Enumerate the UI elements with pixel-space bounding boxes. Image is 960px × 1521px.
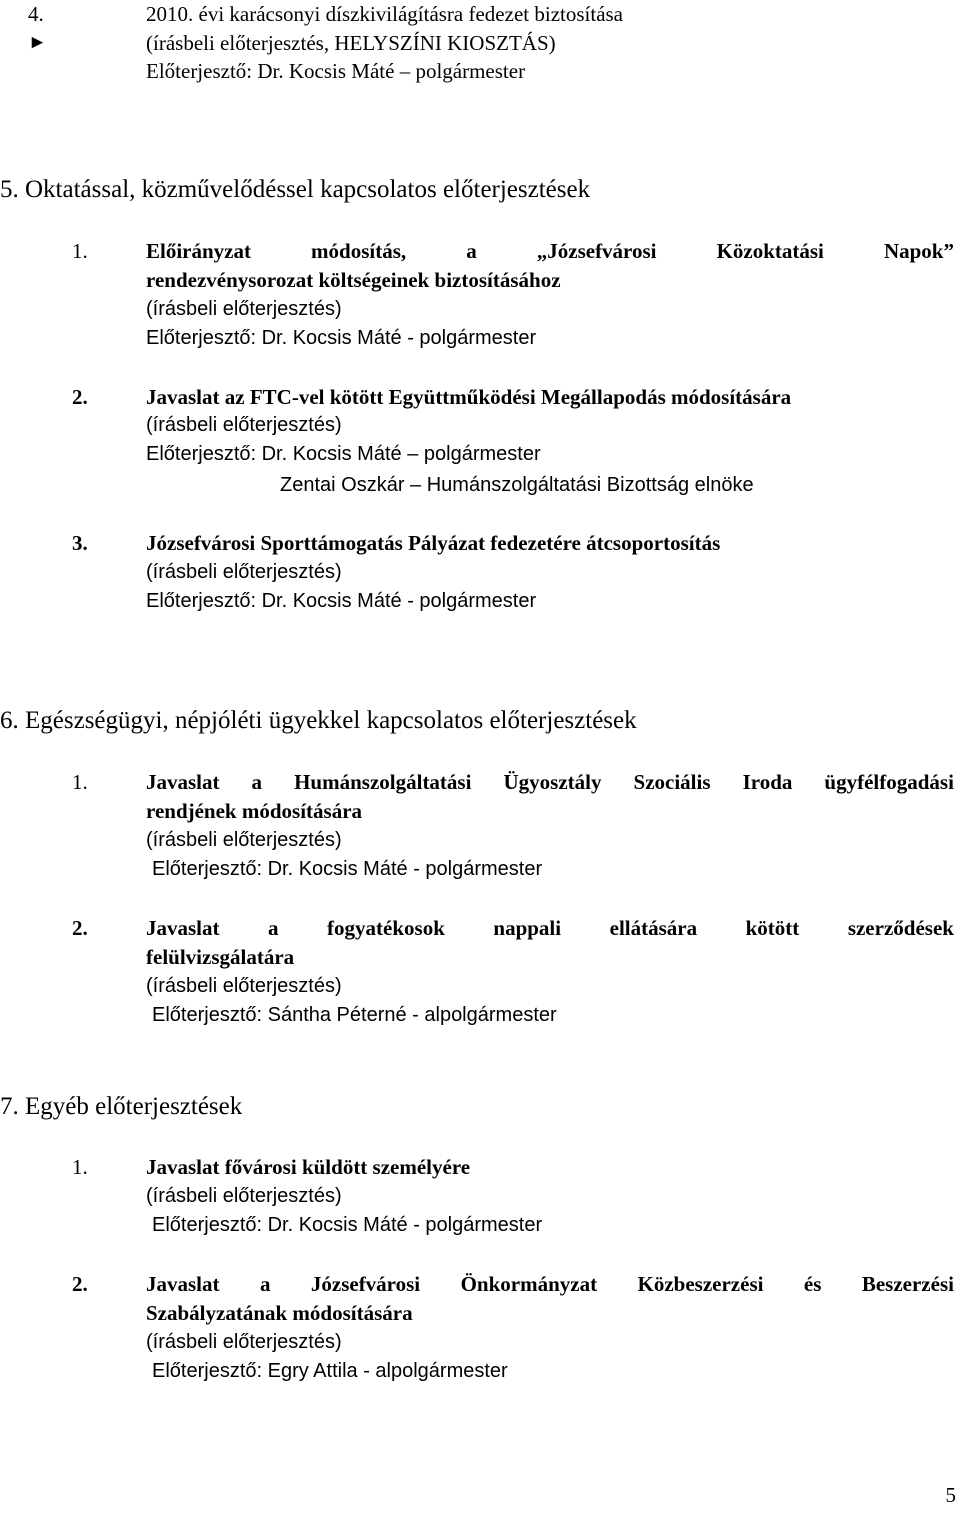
- word: Józsefvárosi: [310, 1272, 421, 1296]
- word: Előirányzat: [146, 239, 251, 263]
- sec6-item1-note: (írásbeli előterjesztés): [146, 829, 342, 851]
- word: a: [268, 916, 279, 940]
- sec6-item2-presenter: Előterjesztő: Sántha Péterné - alpolgármester: [152, 1004, 557, 1026]
- sec5-item1-number: 1.: [72, 239, 88, 263]
- sec5-item3-presenter: Előterjesztő: Dr. Kocsis Máté - polgármester: [146, 590, 537, 612]
- sec6-item1-number: 1.: [72, 770, 88, 794]
- sec7-item1-note: (írásbeli előterjesztés): [146, 1185, 342, 1207]
- sec5-item1-note: (írásbeli előterjesztés): [146, 298, 342, 320]
- word: a: [466, 239, 477, 263]
- sec5-item2-presenter: Előterjesztő: Dr. Kocsis Máté – polgármester: [146, 443, 541, 465]
- word: szerződések: [847, 916, 954, 940]
- sec6-heading: 6. Egészségügyi, népjóléti ügyekkel kapcsolatos előterjesztések: [0, 707, 637, 734]
- sec7-item2-title-line1: [146, 1270, 954, 1298]
- sec7-item1-title: Javaslat fővárosi küldött személyére: [146, 1155, 471, 1179]
- word: Napok”: [883, 239, 954, 263]
- sec5-item1-title-line1: [146, 237, 954, 265]
- word: módosítás,: [311, 239, 407, 263]
- sec6-item2-title-line2: felülvizsgálatára: [146, 945, 295, 969]
- word: Közbeszerzési: [637, 1272, 764, 1296]
- sec5-item2-number: 2.: [72, 385, 88, 409]
- word: Javaslat: [146, 1272, 220, 1296]
- sec5-item2-note: (írásbeli előterjesztés): [146, 414, 342, 436]
- sec7-item2-presenter: Előterjesztő: Egry Attila - alpolgármester: [152, 1360, 508, 1382]
- word: Javaslat: [146, 916, 220, 940]
- word: a: [259, 1272, 271, 1296]
- sec5-item1-title-line2: rendezvénysorozat költségeinek biztosításához: [146, 268, 561, 292]
- word: Önkormányzat: [460, 1272, 598, 1296]
- word: Közoktatási: [716, 239, 824, 263]
- sec7-item2-title-line2: Szabályzatának módosítására: [146, 1301, 413, 1325]
- word: ügyfélfogadási: [824, 770, 954, 794]
- sec6-item1-presenter: Előterjesztő: Dr. Kocsis Máté - polgármester: [152, 858, 543, 880]
- word: a: [251, 770, 263, 794]
- sec4-number: 4.: [28, 2, 44, 26]
- word: és: [803, 1272, 822, 1296]
- sec5-item1-presenter: Előterjesztő: Dr. Kocsis Máté - polgármester: [146, 327, 537, 349]
- sec5-item3-title: Józsefvárosi Sporttámogatás Pályázat fedezetére átcsoportosítás: [146, 531, 721, 555]
- sec6-item2-note: (írásbeli előterjesztés): [146, 975, 342, 997]
- word: „Józsefvárosi: [536, 239, 657, 263]
- word: Iroda: [742, 770, 793, 794]
- sec7-item1-presenter: Előterjesztő: Dr. Kocsis Máté - polgármester: [152, 1214, 543, 1236]
- sec5-item2-title: Javaslat az FTC-vel kötött Együttműködési Megállapodás módosítására: [146, 385, 792, 409]
- word: kötött: [745, 916, 800, 940]
- play-arrow-icon: ►: [28, 32, 47, 53]
- word: Beszerzési: [861, 1272, 954, 1296]
- sec6-item1-title-line2: rendjének módosítására: [146, 799, 363, 823]
- sec7-item2-note: (írásbeli előterjesztés): [146, 1331, 342, 1353]
- word: ellátására: [609, 916, 698, 940]
- sec7-heading: 7. Egyéb előterjesztések: [0, 1093, 243, 1120]
- word: Ügyosztály: [503, 770, 602, 794]
- sec6-item2-title-line1: [146, 914, 954, 942]
- sec5-item3-note: (írásbeli előterjesztés): [146, 561, 342, 583]
- word: Javaslat: [146, 770, 220, 794]
- sec5-heading: 5. Oktatással, közművelődéssel kapcsolatos előterjesztések: [0, 176, 591, 203]
- sec4-note: (írásbeli előterjesztés, HELYSZÍNI KIOSZTÁS): [146, 31, 556, 55]
- word: Humánszolgáltatási: [294, 770, 472, 794]
- sec7-item1-number: 1.: [72, 1155, 88, 1179]
- word: nappali: [493, 916, 562, 940]
- sec6-item2-number: 2.: [72, 916, 88, 940]
- sec5-item2-presenter2: Zentai Oszkár – Humánszolgáltatási Bizottság elnöke: [280, 474, 754, 496]
- sec7-item2-number: 2.: [72, 1272, 88, 1296]
- sec4-title: 2010. évi karácsonyi díszkivilágításra fedezet biztosítása: [146, 2, 624, 26]
- word: fogyatékosok: [327, 916, 445, 940]
- sec4-presenter: Előterjesztő: Dr. Kocsis Máté – polgármester: [146, 59, 526, 83]
- sec6-item1-title-line1: [146, 768, 954, 796]
- sec5-item3-number: 3.: [72, 531, 88, 555]
- page-number: 5: [945, 1483, 956, 1507]
- word: Szociális: [633, 770, 711, 794]
